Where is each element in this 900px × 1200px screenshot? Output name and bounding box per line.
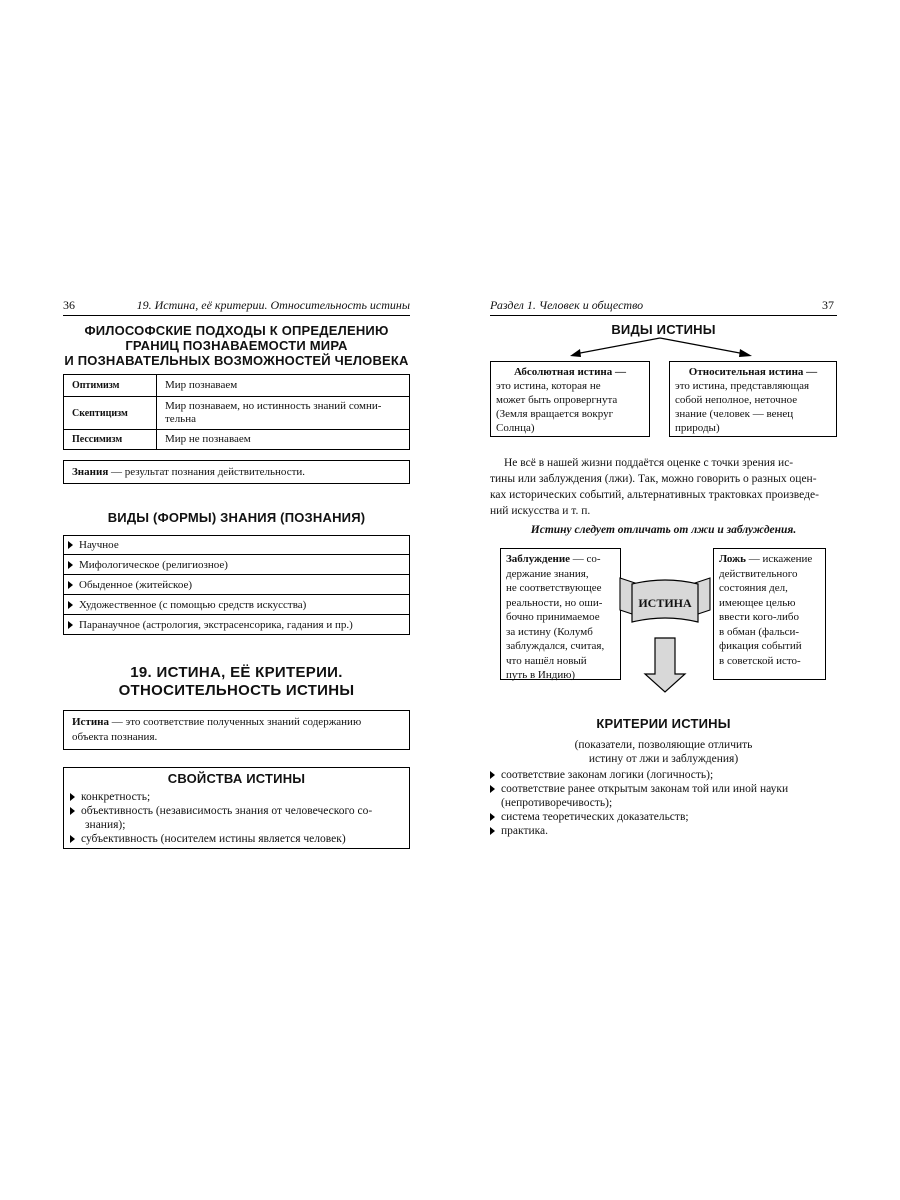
form-label: Художественное (с помощью средств искусства): [79, 598, 307, 611]
approaches-table: [63, 374, 410, 450]
list-item: [70, 832, 403, 846]
truth-definition: [63, 710, 410, 750]
kinds-arrows: [560, 336, 760, 362]
list-item: [490, 810, 837, 824]
criteria-label: система теоретических доказательств;: [501, 811, 689, 823]
absolute-truth-term: Абсолютная истина —: [513, 366, 627, 378]
relative-line: природы): [675, 422, 720, 434]
properties-title: СВОЙСТВА ИСТИНЫ: [167, 771, 306, 786]
truth-diagram: [560, 566, 770, 696]
distinguish-note: Истину следует отличать от лжи и заблуждения.: [530, 524, 797, 536]
chapter-title: [63, 664, 410, 700]
table-row: [64, 397, 410, 430]
approach-desc: Мир познаваем: [157, 375, 410, 397]
form-label: Мифологическое (религиозное): [79, 558, 228, 571]
absolute-truth-box: [490, 361, 650, 437]
page-number-left: 36: [63, 298, 75, 312]
triangle-bullet-icon: [70, 793, 75, 801]
triangle-bullet-icon: [68, 601, 73, 609]
forms-list: [63, 535, 410, 635]
list-item: [63, 555, 410, 575]
running-header-left: 19. Истина, её критерии. Относительность истины: [136, 298, 410, 312]
paragraph-line: Не всё в нашей жизни поддаётся оценке с точки зрения ис-: [504, 457, 794, 469]
knowledge-text: — результат познания действительности.: [108, 466, 306, 478]
philosophy-title-line2: ГРАНИЦ ПОЗНАВАЕМОСТИ МИРА: [125, 338, 348, 353]
relativity-paragraph: [490, 455, 837, 519]
criteria-label: практика.: [501, 825, 549, 837]
list-item: [70, 790, 403, 804]
lie-term: Ложь: [719, 553, 746, 565]
lie-line: действительного: [719, 567, 798, 580]
philosophy-title: [63, 323, 410, 368]
approach-term: Пессимизм: [64, 430, 157, 450]
list-item: [63, 595, 410, 615]
criteria-subtitle-line: (показатели, позволяющие отличить: [574, 739, 753, 751]
criteria-title: КРИТЕРИИ ИСТИНЫ: [596, 716, 731, 731]
criteria-label: [501, 782, 788, 810]
philosophy-title-line3: И ПОЗНАВАТЕЛЬНЫХ ВОЗМОЖНОСТЕЙ ЧЕЛОВЕКА: [64, 353, 409, 368]
kinds-title: ВИДЫ ИСТИНЫ: [611, 322, 716, 337]
relative-line: это истина, представляющая: [675, 380, 810, 392]
absolute-line: (Земля вращается вокруг: [496, 408, 614, 420]
relative-truth-box: [669, 361, 837, 437]
criteria-list: [490, 768, 837, 838]
header-rule-right: [490, 315, 837, 316]
philosophy-title-line1: ФИЛОСОФСКИЕ ПОДХОДЫ К ОПРЕДЕЛЕНИЮ: [84, 323, 389, 338]
header-rule-left: [63, 315, 410, 316]
error-line: не соответствующее: [506, 582, 602, 594]
list-item: [490, 824, 837, 838]
paragraph-line: ний искусства и т. п.: [490, 505, 591, 517]
error-term: Заблуждение: [506, 553, 571, 565]
paragraph-line: ках исторических событий, альтернативных трактовках произведе-: [490, 489, 819, 501]
triangle-bullet-icon: [68, 541, 73, 549]
error-line: за истину (Колумб: [506, 625, 593, 638]
center-truth-label: ИСТИНА: [638, 596, 692, 610]
error-line: реальности, но оши-: [506, 596, 603, 609]
criteria-line: (непротиворечивость);: [501, 797, 613, 809]
lie-line: фикация событий: [719, 640, 802, 652]
criteria-subtitle: [490, 738, 837, 766]
criteria-line: соответствие ранее открытым законам той или иной науки: [501, 783, 789, 795]
triangle-bullet-icon: [70, 835, 75, 843]
property-label: конкретность;: [81, 791, 151, 803]
table-row: [64, 430, 410, 450]
list-item: [70, 804, 403, 832]
paragraph-line: тины или заблуждения (лжи). Так, можно говорить о разных оцен-: [490, 473, 817, 485]
property-line: объективность (независимость знания от человеческого со-: [81, 805, 373, 817]
error-line: путь в Индию): [506, 669, 576, 681]
lie-line: в советской исто-: [719, 654, 801, 667]
list-item: [63, 615, 410, 635]
criteria-subtitle-line: истину от лжи и заблуждения): [588, 753, 739, 765]
absolute-line: это истина, которая не: [496, 380, 601, 392]
property-line: знания);: [85, 819, 126, 831]
lie-line: имеющее целью: [719, 596, 796, 609]
properties-box: [63, 767, 410, 849]
lie-line: в обман (фальси-: [719, 625, 800, 638]
triangle-bullet-icon: [490, 813, 495, 821]
form-label: Научное: [79, 539, 119, 551]
list-item: [63, 575, 410, 595]
relative-truth-term: Относительная истина —: [688, 366, 818, 378]
triangle-bullet-icon: [68, 581, 73, 589]
running-header-right: Раздел 1. Человек и общество: [490, 298, 644, 312]
relative-line: собой неполное, неточное: [675, 394, 798, 406]
triangle-bullet-icon: [490, 785, 495, 793]
lie-line: — искажение: [745, 553, 813, 565]
criteria-label: соответствие законам логики (логичность);: [501, 769, 714, 781]
chapter-title-line1: 19. ИСТИНА, ЕЁ КРИТЕРИИ.: [130, 664, 343, 681]
forms-title: ВИДЫ (ФОРМЫ) ЗНАНИЯ (ПОЗНАНИЯ): [107, 510, 366, 525]
property-label: [81, 804, 372, 832]
property-label: субъективность (носителем истины является человек): [81, 833, 346, 845]
triangle-bullet-icon: [68, 561, 73, 569]
approach-desc: Мир не познаваем: [157, 430, 410, 450]
absolute-line: может быть опровергнута: [496, 394, 618, 406]
form-label: Обыденное (житейское): [79, 578, 193, 591]
form-label: Паранаучное (астрология, экстрасенсорика, гадания и пр.): [79, 618, 353, 631]
list-item: [63, 535, 410, 555]
approach-desc: [157, 397, 410, 430]
triangle-bullet-icon: [68, 621, 73, 629]
approach-desc-line: тельна: [165, 413, 196, 425]
chapter-title-line2: ОТНОСИТЕЛЬНОСТЬ ИСТИНЫ: [118, 682, 355, 699]
approach-desc-line: Мир познаваем, но истинность знаний сомни-: [165, 400, 382, 412]
error-line: что нашёл новый: [506, 654, 587, 667]
truth-def-line: объекта познания.: [72, 731, 158, 743]
knowledge-definition: [63, 460, 410, 484]
list-item: [490, 782, 837, 810]
knowledge-term: Знания: [72, 466, 109, 478]
truth-def-line: — это соответствие полученных знаний содержанию: [109, 716, 362, 728]
absolute-line: Солнца): [496, 422, 535, 434]
relative-line: знание (человек — венец: [675, 408, 794, 420]
list-item: [490, 768, 837, 782]
lie-line: ввести кого-либо: [719, 611, 799, 623]
triangle-bullet-icon: [70, 807, 75, 815]
error-line: — со-: [570, 553, 601, 565]
error-line: бочно принимаемое: [506, 611, 600, 623]
triangle-bullet-icon: [490, 827, 495, 835]
approach-term: Оптимизм: [64, 375, 157, 397]
approach-term: Скептицизм: [64, 397, 157, 430]
triangle-bullet-icon: [490, 771, 495, 779]
table-row: [64, 375, 410, 397]
error-line: держание знания,: [506, 567, 589, 580]
error-line: заблуждался, считая,: [506, 640, 605, 652]
page-number-right: 37: [822, 298, 834, 312]
truth-term: Истина: [72, 716, 110, 728]
lie-line: состояния дел,: [719, 582, 788, 594]
